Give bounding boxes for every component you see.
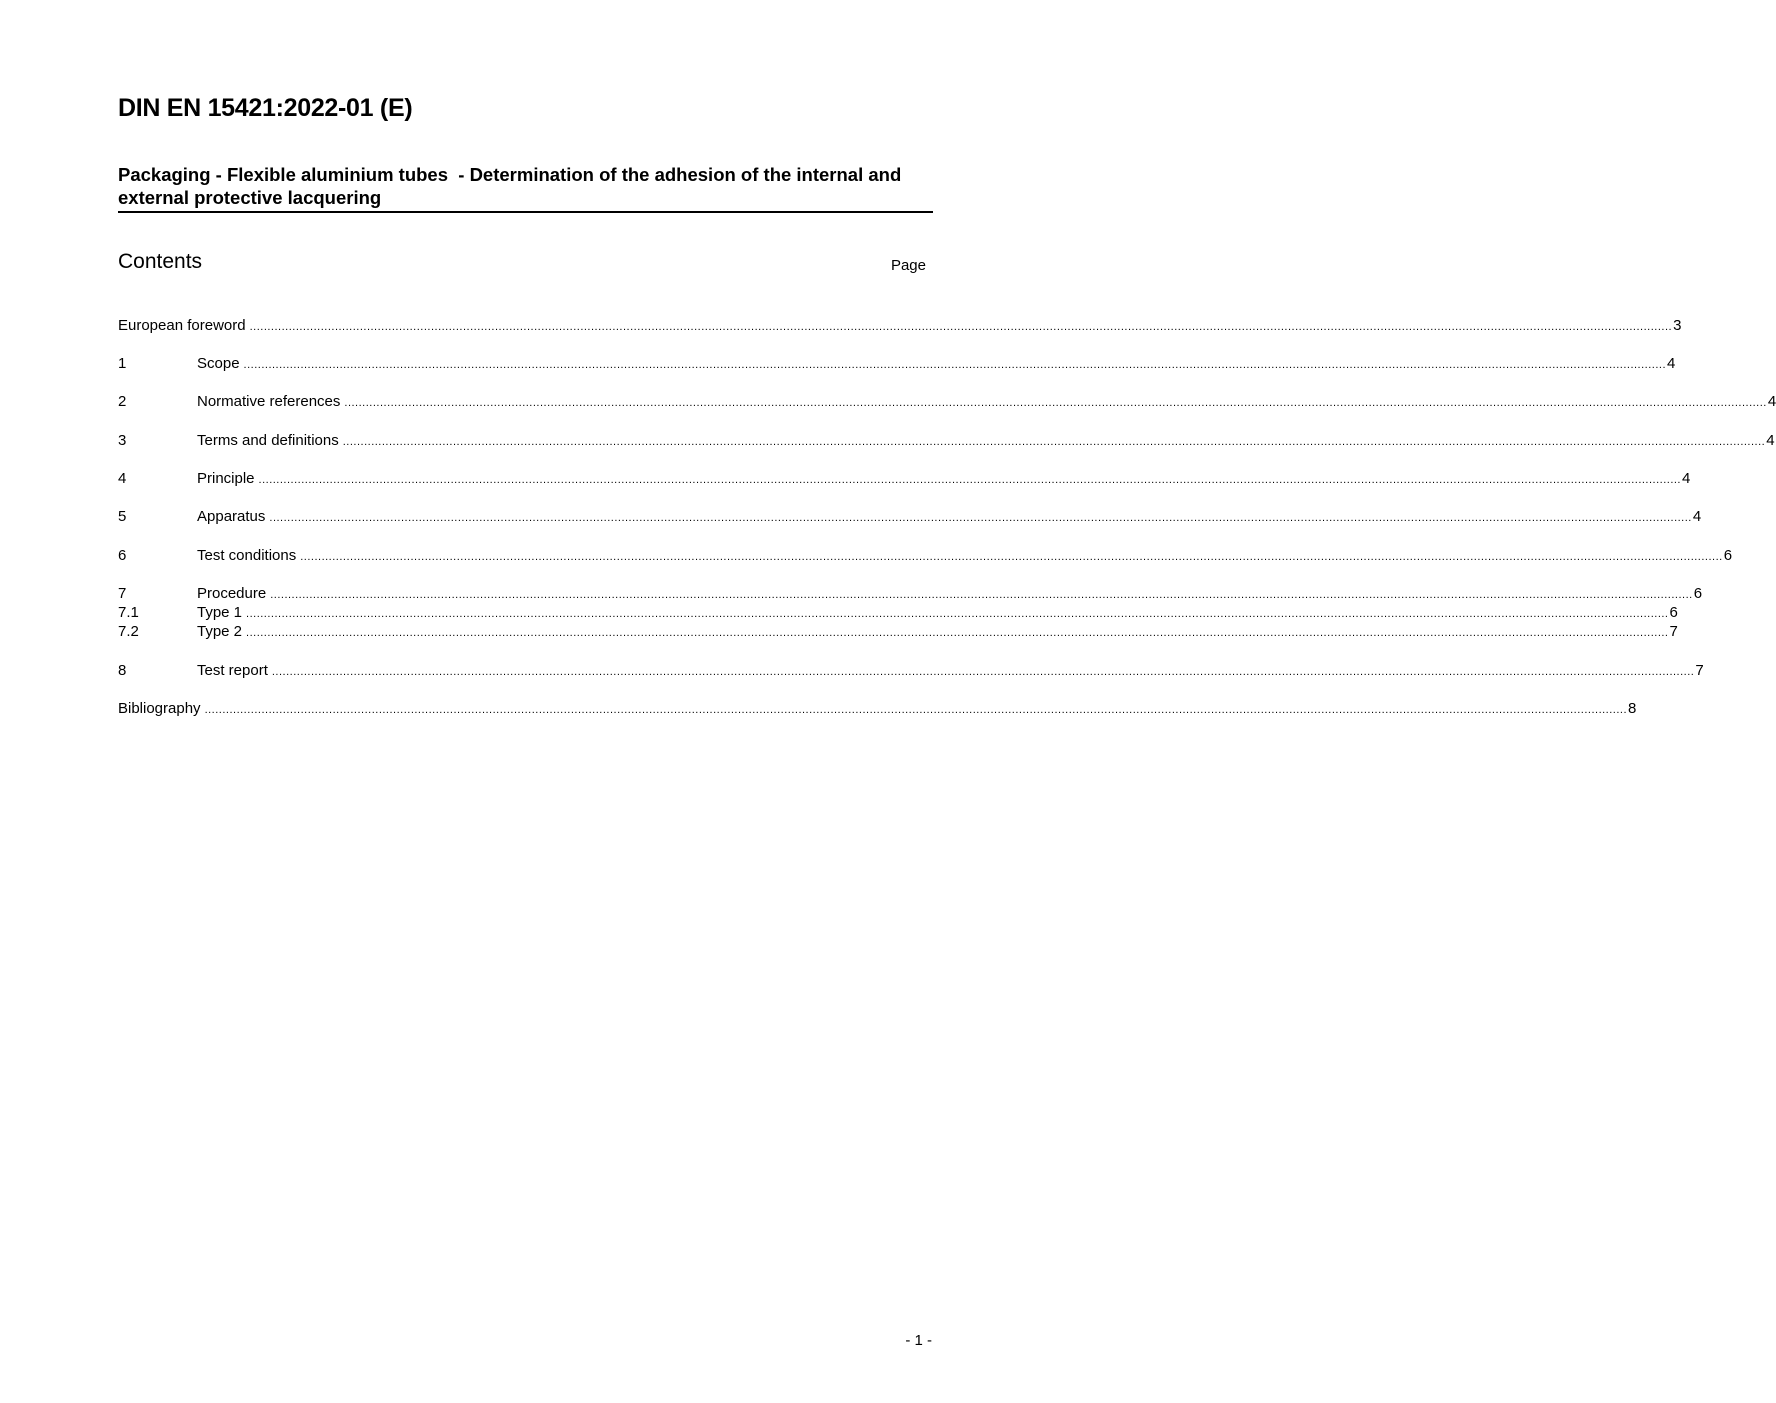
- contents-heading: Contents: [118, 250, 203, 273]
- toc-entry-page: 8: [1628, 700, 1637, 717]
- toc-entry-page: 4: [1682, 470, 1691, 487]
- toc-entry-label: Scope: [197, 355, 240, 372]
- toc-entry-label: Type 1: [197, 604, 243, 621]
- toc-dot-leader: ................................................................................................................................................................................................................................................................................................................................................................................................................: [204, 704, 1628, 716]
- toc-dot-leader: ................................................................................................................................................................................................................................................................................................................................................................................................................: [246, 627, 1669, 639]
- toc-entry-page: 4: [1767, 393, 1776, 410]
- toc-entry-page: 7: [1669, 623, 1678, 640]
- toc-dot-leader: ................................................................................................................................................................................................................................................................................................................................................................................................................: [344, 397, 1767, 409]
- toc-entry-page: 4: [1766, 432, 1775, 449]
- toc-entry-label: Procedure: [197, 585, 267, 602]
- toc-entry-label: Test report: [197, 662, 268, 679]
- toc-entry-page: 6: [1723, 547, 1733, 564]
- toc-entry-number: 5: [118, 508, 127, 525]
- toc-dot-leader: ................................................................................................................................................................................................................................................................................................................................................................................................................: [269, 512, 1692, 524]
- toc-entry-number: 7.2: [118, 623, 139, 640]
- toc-entry-number: 1: [118, 355, 127, 372]
- toc-entry-page: 4: [1692, 508, 1702, 525]
- toc-entry[interactable]: [118, 354, 1676, 373]
- toc-entry[interactable]: [118, 392, 1776, 411]
- toc-entry[interactable]: [118, 507, 1702, 526]
- toc-entry[interactable]: [118, 603, 1678, 622]
- toc-entry-label: Principle: [197, 470, 255, 487]
- toc-entry[interactable]: [118, 469, 1691, 488]
- toc-entry[interactable]: [118, 431, 1775, 450]
- document-id: DIN EN 15421:2022-01 (E): [118, 94, 413, 122]
- toc-entry-label: Test conditions: [197, 547, 297, 564]
- toc-entry[interactable]: [118, 546, 1733, 565]
- toc-entry-number: 6: [118, 547, 127, 564]
- toc-entry-number: 4: [118, 470, 127, 487]
- document-title: Packaging - Flexible aluminium tubes - Determination of the adhesion of the internal and external protective lacquering: [118, 163, 933, 213]
- toc-dot-leader: ................................................................................................................................................................................................................................................................................................................................................................................................................: [271, 666, 1695, 678]
- toc-dot-leader: ................................................................................................................................................................................................................................................................................................................................................................................................................: [246, 608, 1669, 620]
- toc-dot-leader: ................................................................................................................................................................................................................................................................................................................................................................................................................: [300, 551, 1723, 563]
- toc-entry[interactable]: [118, 661, 1704, 680]
- toc-entry-number: 8: [118, 662, 127, 679]
- toc-entry-number: 3: [118, 432, 127, 449]
- toc-entry-page: 3: [1673, 317, 1682, 334]
- toc-entry-page: 4: [1667, 355, 1676, 372]
- toc-dot-leader: ................................................................................................................................................................................................................................................................................................................................................................................................................: [249, 321, 1673, 333]
- toc-entry[interactable]: [118, 622, 1678, 641]
- toc-entry-number: 7: [118, 585, 127, 602]
- toc-entry-number: 2: [118, 393, 127, 410]
- toc-entry[interactable]: [118, 699, 1637, 718]
- toc-entry-page: 6: [1693, 585, 1703, 602]
- toc-entry-label: Apparatus: [197, 508, 266, 525]
- toc-entry[interactable]: [118, 316, 1682, 335]
- page-number: - 1 -: [905, 1332, 932, 1349]
- toc-entry[interactable]: [118, 584, 1703, 603]
- toc-entry-label: Terms and definitions: [197, 432, 339, 449]
- toc-entry-page: 7: [1695, 662, 1704, 679]
- toc-entry-label: Bibliography: [118, 700, 201, 717]
- page-column-label: Page: [890, 257, 926, 274]
- toc-dot-leader: ................................................................................................................................................................................................................................................................................................................................................................................................................: [243, 359, 1667, 371]
- toc-dot-leader: ................................................................................................................................................................................................................................................................................................................................................................................................................: [270, 589, 1693, 601]
- toc-entry-label: European foreword: [118, 317, 246, 334]
- toc-dot-leader: ................................................................................................................................................................................................................................................................................................................................................................................................................: [258, 474, 1681, 486]
- toc-entry-label: Type 2: [197, 623, 243, 640]
- toc-entry-label: Normative references: [197, 393, 341, 410]
- toc-dot-leader: ................................................................................................................................................................................................................................................................................................................................................................................................................: [342, 436, 1766, 448]
- toc-entry-number: 7.1: [118, 604, 139, 621]
- toc-entry-page: 6: [1669, 604, 1678, 621]
